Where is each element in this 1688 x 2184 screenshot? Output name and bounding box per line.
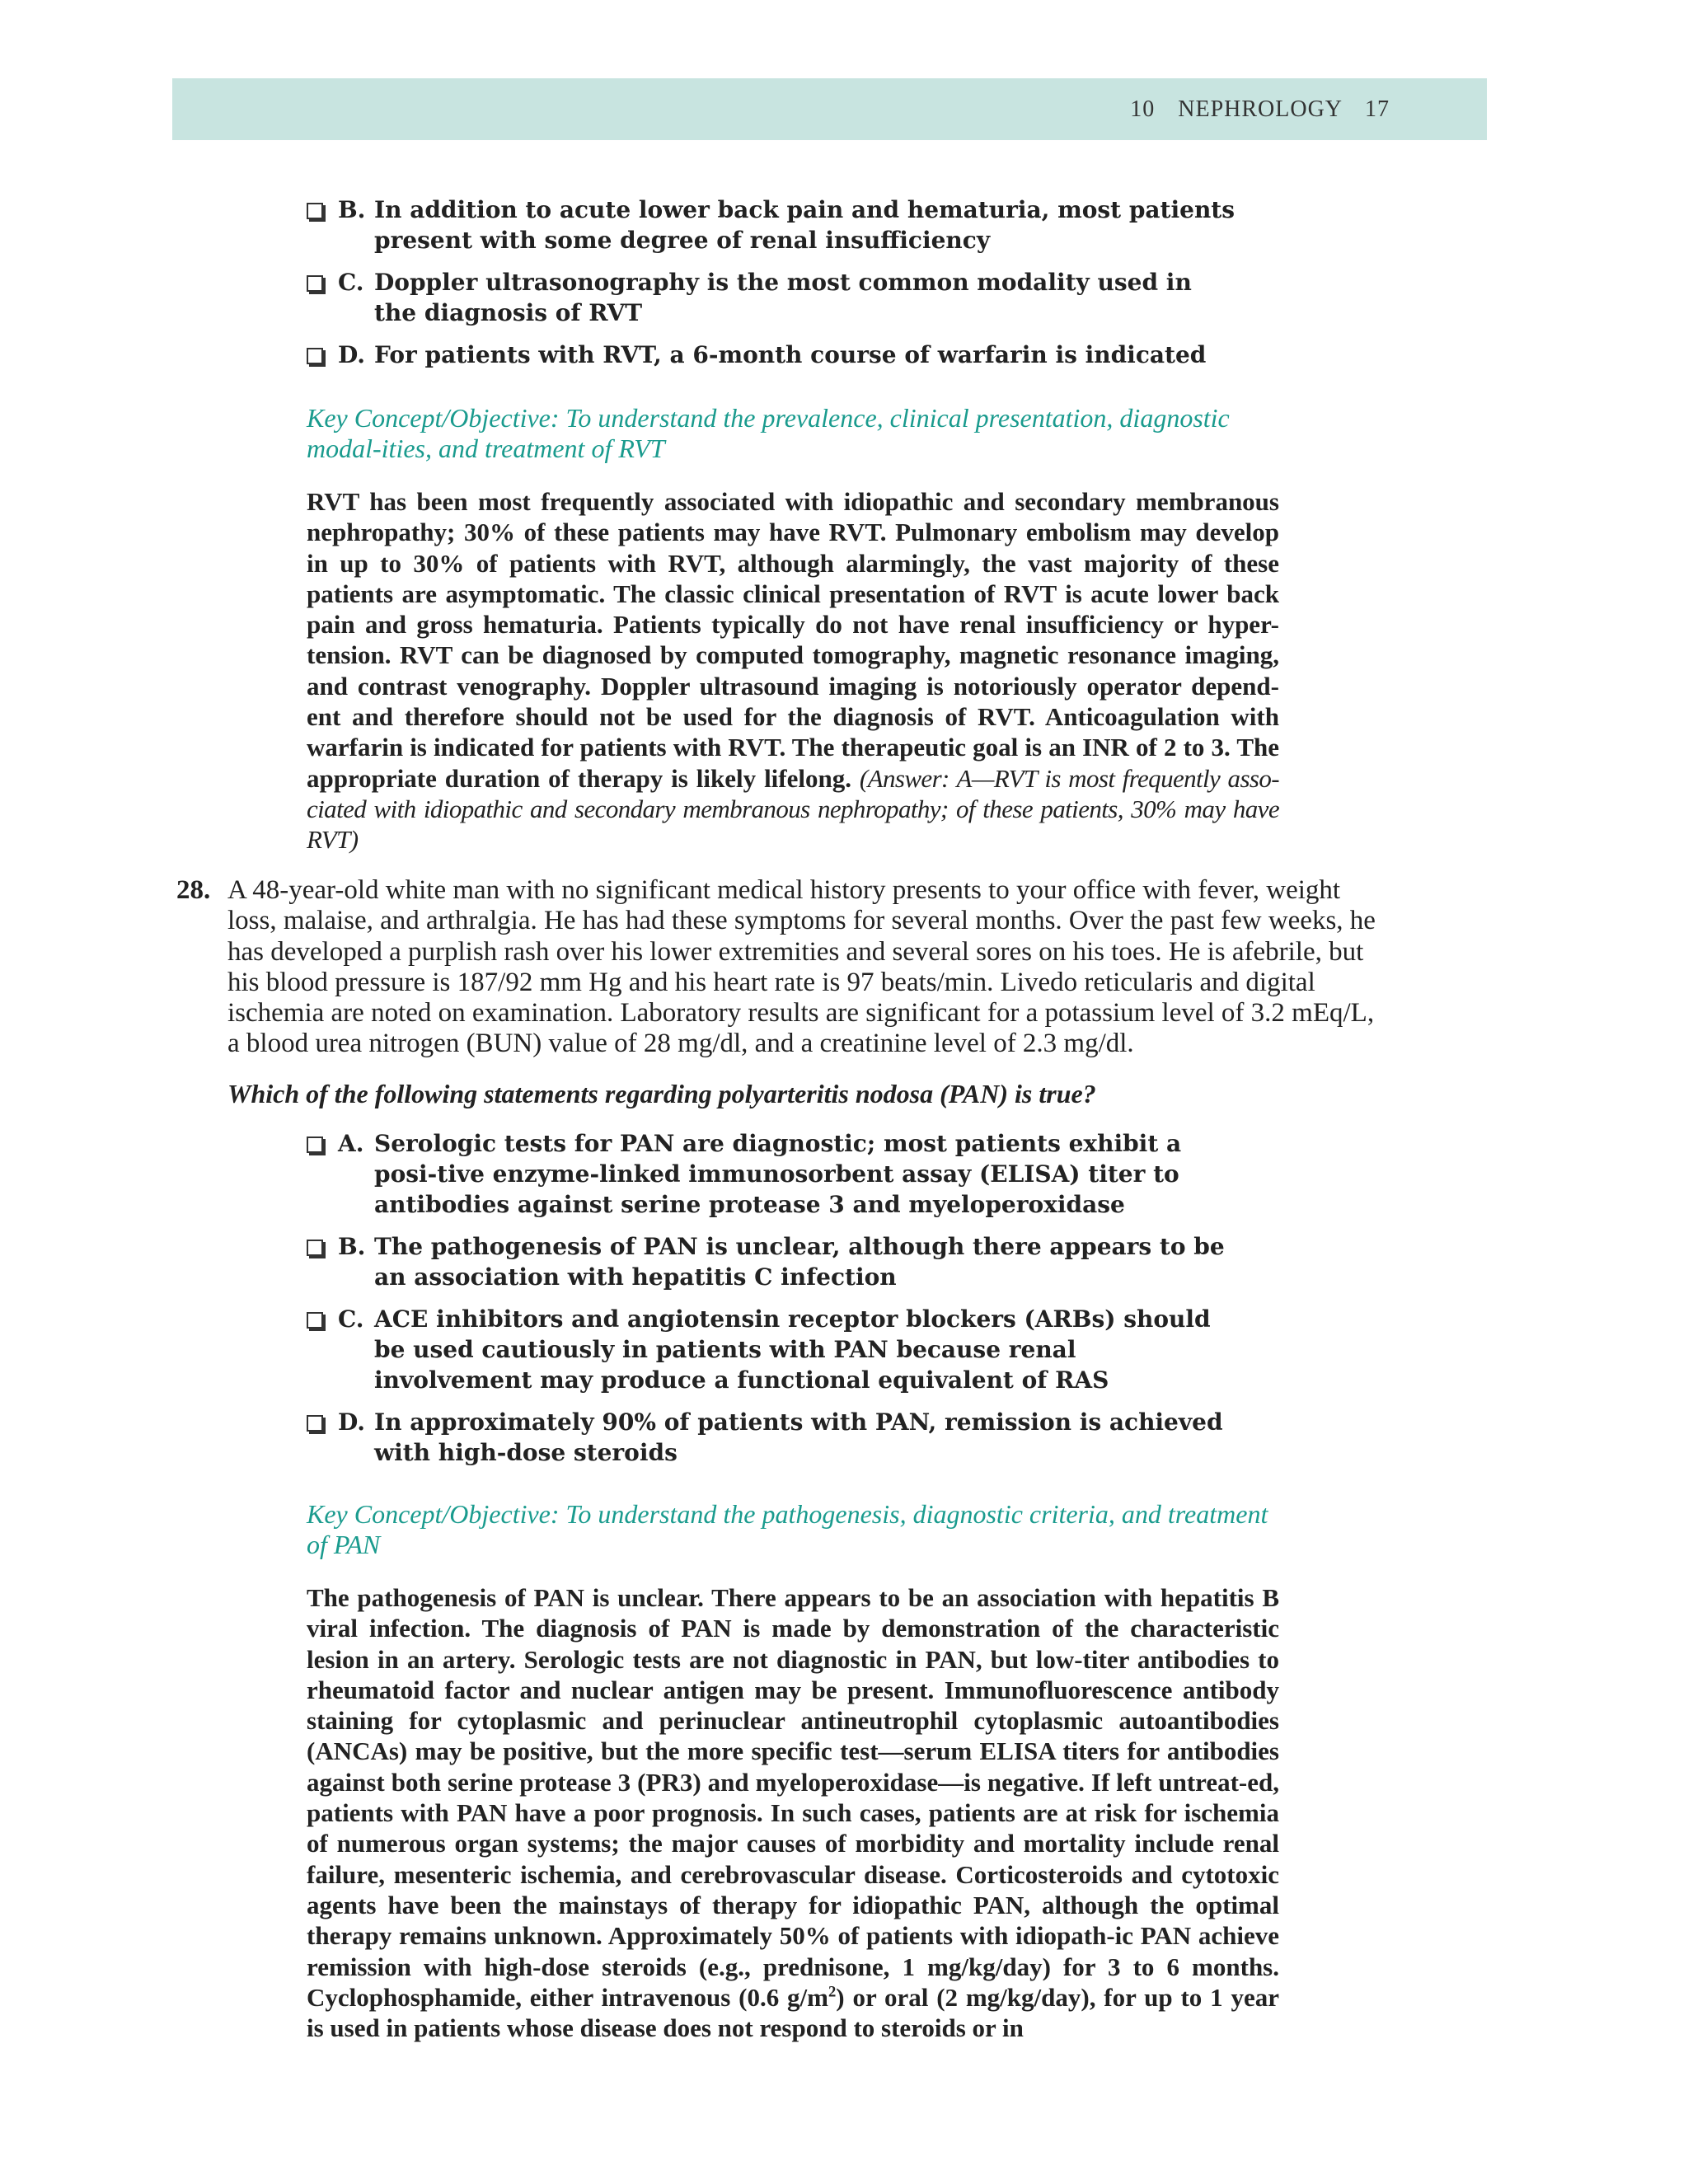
checkbox-icon[interactable] [307, 275, 323, 292]
checkbox-icon[interactable] [307, 1137, 323, 1153]
checkbox-icon[interactable] [307, 203, 323, 219]
q27-option-b[interactable] [307, 194, 1238, 255]
option-text: In approximately 90% of patients with PAN, remission is achieved with high-dose steroids [374, 1408, 1223, 1466]
option-text: In addition to acute lower back pain and hematuria, most patients present with some degree of renal insufficiency [374, 196, 1235, 254]
running-header [172, 78, 1487, 140]
option-text: Doppler ultrasonography is the most common modality used in the diagnosis of RVT [374, 269, 1192, 326]
q28-explanation-text-2: ) or oral (2 mg/kg/day), for up to 1 year is used in patients whose disease does not respond to steroids or in [307, 1982, 1279, 2043]
option-text: For patients with RVT, a 6-month course of warfarin is indicated [374, 341, 1207, 368]
q27-options [307, 194, 1238, 382]
option-letter: D. [338, 341, 366, 368]
q27-option-c[interactable] [307, 267, 1238, 328]
option-letter: D. [338, 1408, 366, 1436]
checkbox-icon[interactable] [307, 1415, 323, 1432]
superscript: 2 [828, 1983, 837, 2001]
chapter-title: NEPHROLOGY [1178, 96, 1342, 122]
q28-prompt: Which of the following statements regarding polyarteritis nodosa (PAN) is true? [227, 1079, 1096, 1108]
page-number: 17 [1365, 96, 1390, 122]
chapter-number: 10 [1130, 96, 1156, 122]
q28-option-a[interactable] [307, 1128, 1238, 1220]
option-letter: B. [338, 1233, 366, 1260]
q27-option-d[interactable] [307, 340, 1238, 370]
q28-option-b[interactable] [307, 1231, 1238, 1292]
option-text: ACE inhibitors and angiotensin receptor blockers (ARBs) should be used cautiously in patients with PAN because renal involvement may produce a functional equivalent of RAS [374, 1305, 1211, 1394]
q28-option-c[interactable] [307, 1304, 1238, 1395]
header-text [1114, 96, 1390, 123]
q27-key-concept: Key Concept/Objective: To understand the prevalence, clinical presentation, diagnostic modal-ities, and treatment of RVT [307, 403, 1230, 463]
q28-explanation [307, 1582, 1279, 2043]
q28-explanation-text-1: The pathogenesis of PAN is unclear. There appears to be an association with hepatitis B viral infection. The diagnosis of PAN is made by demonstration of the characteristic lesion in an artery. Serologic tests are not diagnostic in PAN, but low-titer antibodies to rheumatoid factor and nuclear antigen may be present. Immunofluorescence antibody staining for cytoplasmic and perinuclear antineutrophil cytoplasmic autoantibodies (ANCAs) may be positive, but the more specific test—serum ELISA titers for antibodies against both serine protease 3 (PR3) and myeloperoxidase—is negative. If left untreat-ed, patients with PAN have a poor prognosis. In such cases, patients are at risk for ischemia of numerous organ systems; the major causes of morbidity and mortality include renal failure, mesenteric ischemia, and cerebrovascular disease. Corticosteroids and cytotoxic agents have been the mainstays of therapy for idiopathic PAN, although the optimal therapy remains unknown. Approximately 50% of patients with idiopath-ic PAN achieve remission with high-dose steroids (e.g., prednisone, 1 mg/kg/day) for 3 to 6 months. Cyclophosphamide, either intravenous (0.6 g/m [307, 1583, 1279, 2012]
q27-answer-note: (Answer: A—RVT is most frequently asso-ciated with idiopathic and secondary membranous nephropathy; of these patients, 30% may have RVT) [307, 763, 1279, 855]
option-letter: C. [338, 1305, 364, 1333]
checkbox-icon[interactable] [307, 1312, 323, 1329]
q27-explanation-text: RVT has been most frequently associated with idiopathic and secondary membranous nephropathy; 30% of these patients may have RVT. Pulmonary embolism may develop in up to 30% of patients with RVT, although alarmingly, the vast majority of these patients are asymptomatic. The classic clinical presentation of RVT is acute lower back pain and gross hematuria. Patients typically do not have renal insufficiency or hyper-tension. RVT can be diagnosed by computed tomography, magnetic resonance imaging, and contrast venography. Doppler ultrasound imaging is notoriously operator depend-ent and therefore should not be used for the diagnosis of RVT. Anticoagulation with warfarin is indicated for patients with RVT. The therapeutic goal is an INR of 2 to 3. The appropriate duration of therapy is likely lifelong. [307, 487, 1279, 793]
q27-explanation [307, 486, 1279, 855]
question-number: 28. [176, 875, 211, 905]
option-text: The pathogenesis of PAN is unclear, although there appears to be an association with hepatitis C infection [374, 1233, 1225, 1291]
q28-options [307, 1128, 1238, 1479]
option-letter: B. [338, 196, 366, 223]
checkbox-icon[interactable] [307, 1240, 323, 1256]
q28-stem [176, 875, 1388, 1060]
option-text: Serologic tests for PAN are diagnostic; most patients exhibit a posi-tive enzyme-linked immunosorbent assay (ELISA) titer to antibodies against serine protease 3 and myeloperoxidase [374, 1130, 1182, 1218]
checkbox-icon[interactable] [307, 348, 323, 364]
q28-key-concept: Key Concept/Objective: To understand the pathogenesis, diagnostic criteria, and treatment of PAN [307, 1499, 1268, 1559]
option-letter: A. [338, 1130, 364, 1157]
q28-option-d[interactable] [307, 1407, 1238, 1468]
option-letter: C. [338, 269, 364, 296]
question-text: A 48-year-old white man with no significant medical history presents to your office with fever, weight loss, malaise, and arthralgia. He has had these symptoms for several months. Over the past few weeks, he has developed a purplish rash over his lower extremities and several sores on his toes. He is afebrile, but his blood pressure is 187/92 mm Hg and his heart rate is 97 beats/min. Livedo reticularis and digital ischemia are noted on examination. Laboratory results are significant for a potassium level of 3.2 mEq/L, a blood urea nitrogen (BUN) value of 28 mg/dl, and a creatinine level of 2.3 mg/dl. [227, 875, 1376, 1059]
